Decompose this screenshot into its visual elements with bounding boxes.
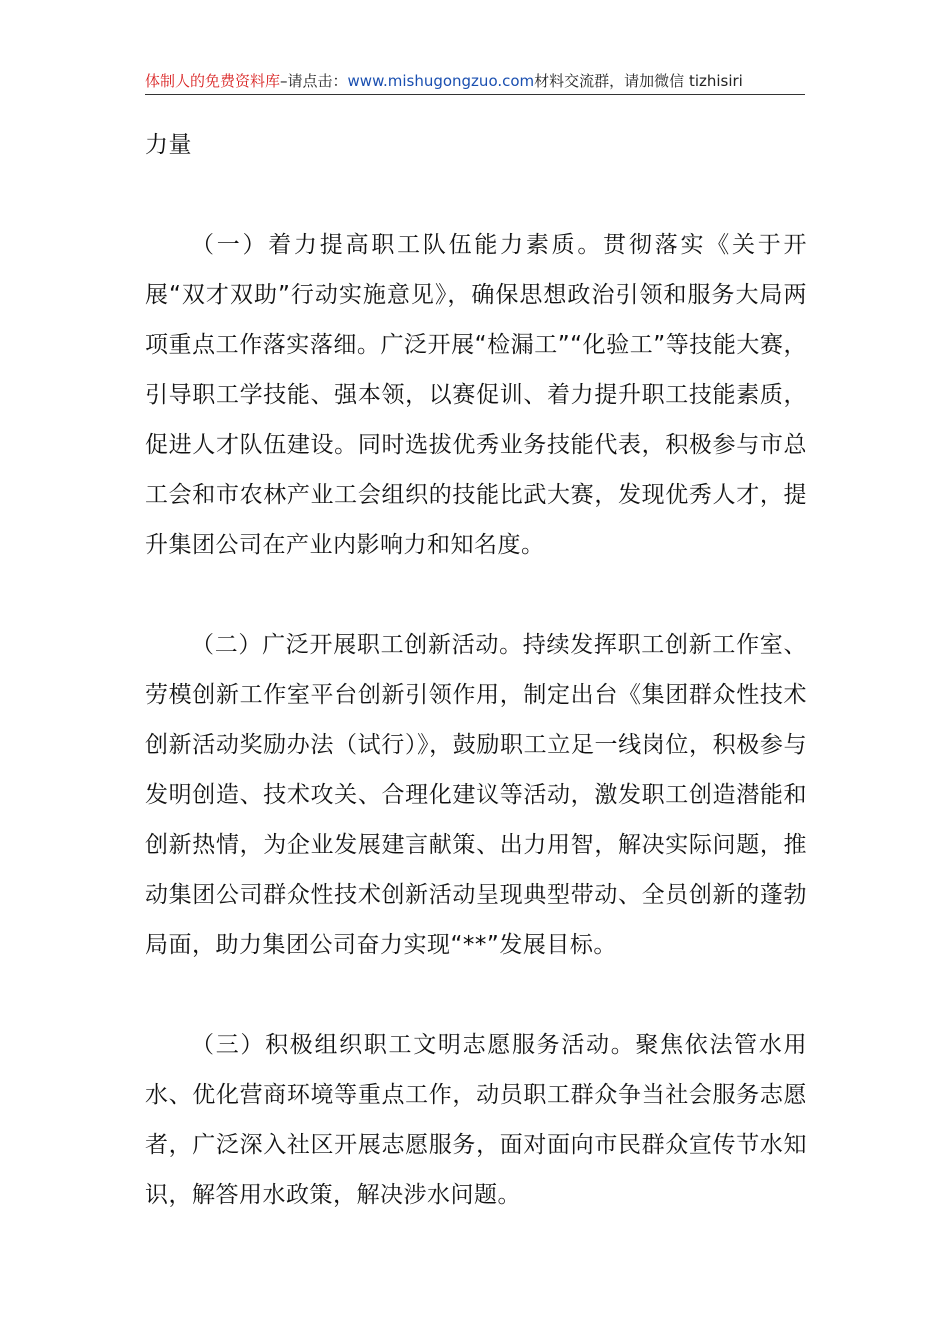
document-body	[145, 120, 807, 1270]
paragraph-3: （三）积极组织职工文明志愿服务活动。聚焦依法管水用水、优化营商环境等重点工作，动员职工群众争当社会服务志愿者，广泛深入社区开展志愿服务，面对面向市民群众宣传节水知识，解答用水政策，解决涉水问题。	[145, 1032, 807, 1208]
page-header	[145, 68, 805, 95]
paragraph-1: （一）着力提高职工队伍能力素质。贯彻落实《关于开展“双才双助”行动实施意见》，确保思想政治引领和服务大局两项重点工作落实落细。广泛开展“检漏工”“化验工”等技能大赛，引导职工学技能、强本领，以赛促训、着力提升职工技能素质，促进人才队伍建设。同时选拔优秀业务技能代表，积极参与市总工会和市农林产业工会组织的技能比武大赛，发现优秀人才，提升集团公司在产业内影响力和知名度。	[145, 232, 807, 558]
paragraph-2: （二）广泛开展职工创新活动。持续发挥职工创新工作室、劳模创新工作室平台创新引领作用，制定出台《集团群众性技术创新活动奖励办法（试行）》，鼓励职工立足一线岗位，积极参与发明创造、技术攻关、合理化建议等活动，激发职工创造潜能和创新热情，为企业发展建言献策、出力用智，解决实际问题，推动集团公司群众性技术创新活动呈现典型带动、全员创新的蓬勃局面，助力集团公司奋力实现“**”发展目标。	[145, 632, 807, 958]
header-brand: 体制人的免费资料库	[145, 72, 281, 90]
header-website-link[interactable]: www.mishugongzuo.com	[347, 72, 535, 90]
header-prompt: –请点击：	[280, 72, 348, 90]
header-contact: 材料交流群，请加微信 tizhisiri	[534, 72, 743, 90]
continued-text: 力量	[145, 132, 192, 158]
